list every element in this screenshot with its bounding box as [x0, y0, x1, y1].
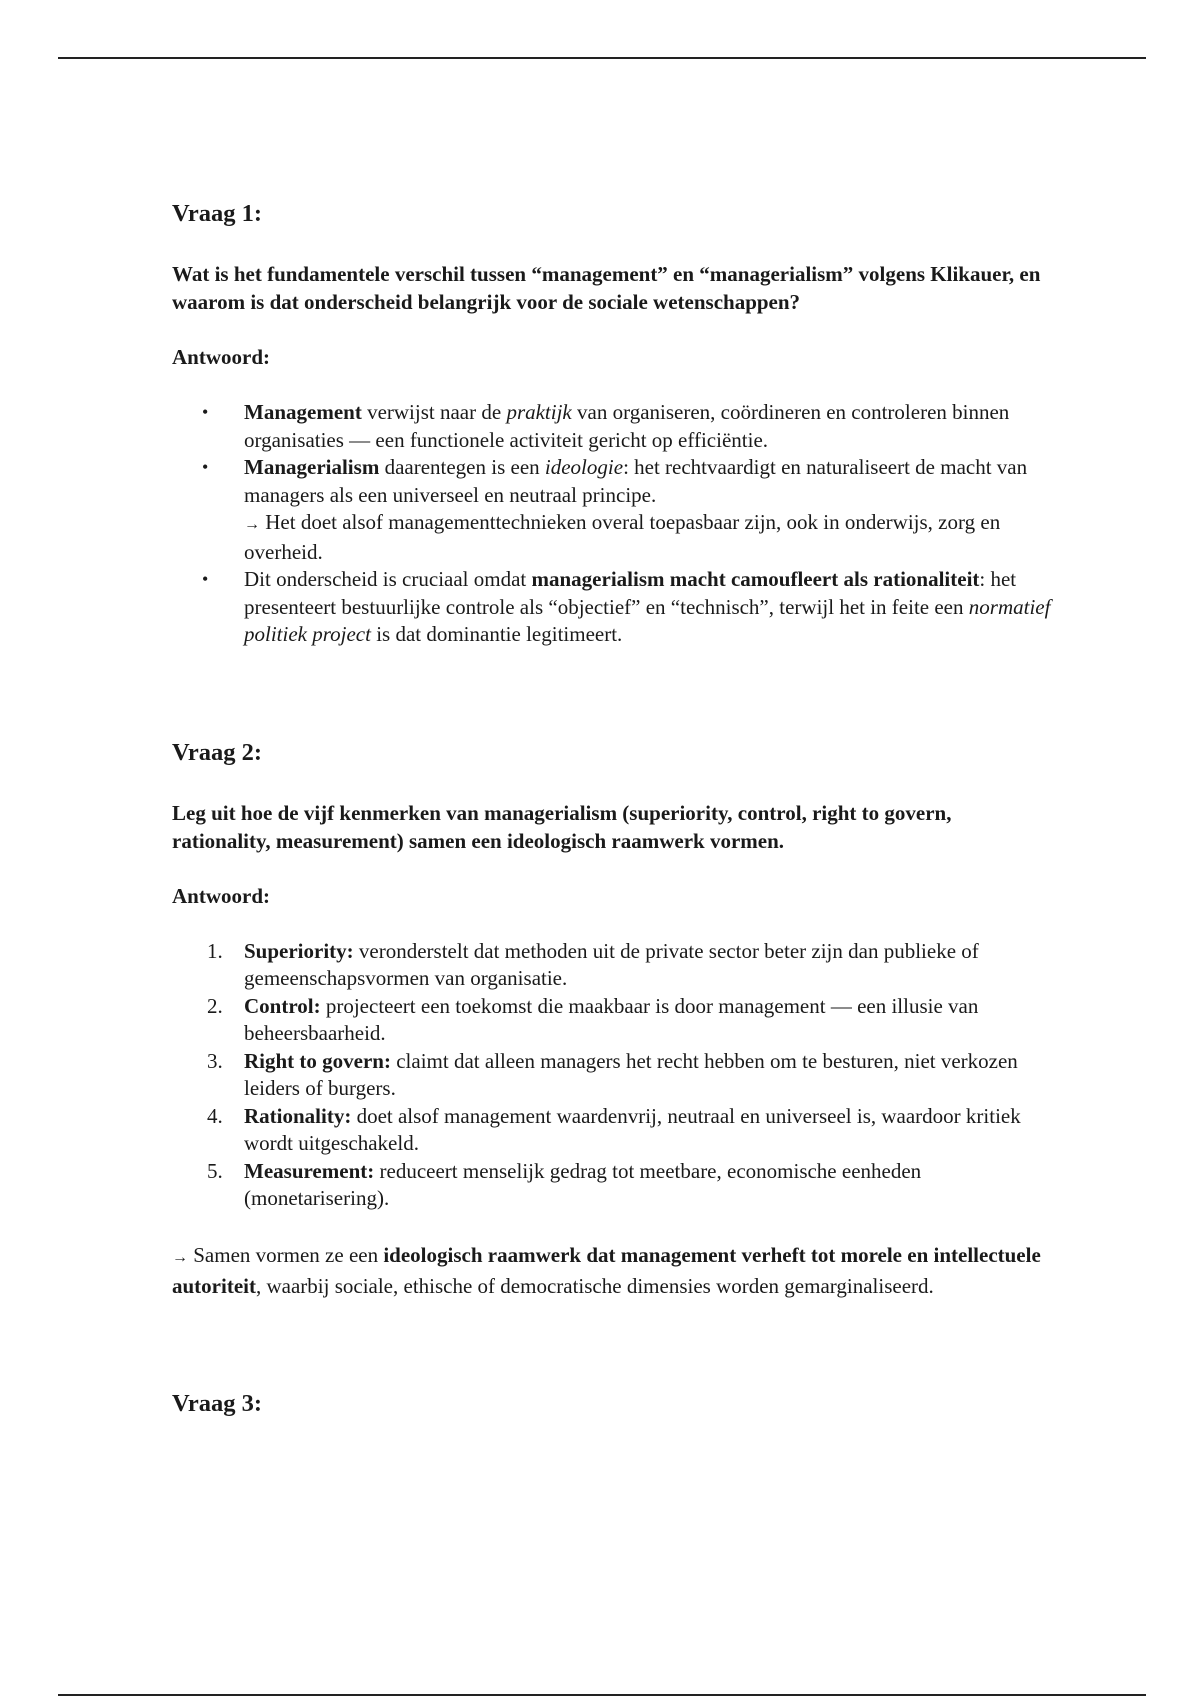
bullet-marker: •	[202, 402, 209, 422]
list-item: • Dit onderscheid is cruciaal omdat managerialism macht camoufleert als rationaliteit: het presenteert bestuurlijke controle als “objectief” en “technisch”, terwijl het in feite een normatief politiek project is dat dominantie legitimeert.	[202, 567, 1051, 646]
answer-2-conclusion: → Samen vormen ze een ideologisch raamwerk dat management verheft tot morele en intellectuele autoriteit, waarbij sociale, ethische of democratische dimensies worden gemarginaliseerd.	[172, 1242, 1041, 1298]
question-2-text: Leg uit hoe de vijf kenmerken van managerialism (superiority, control, right to govern, rationality, measurement) samen een ideologisch raamwerk vormen.	[172, 800, 952, 853]
list-item: 4. Rationality: doet alsof management waardenvrij, neutraal en universeel is, waardoor kritiek wordt uitgeschakeld.	[207, 1103, 1021, 1155]
document-body	[172, 196, 1052, 1422]
answer-1-list	[172, 399, 1052, 649]
arrow-icon: →	[244, 516, 260, 533]
list-item: • Management verwijst naar de praktijk van organiseren, coördineren en controleren binnen organisaties — een functionele activiteit gericht op efficiëntie.	[202, 400, 1010, 452]
question-1-text: Wat is het fundamentele verschil tussen “management” en “managerialism” volgens Klikauer, en waarom is dat onderscheid belangrijk voor de sociale wetenschappen?	[172, 262, 1041, 314]
list-item: 3. Right to govern: claimt dat alleen managers het recht hebben om te besturen, niet verkozen leiders of burgers.	[207, 1048, 1018, 1100]
bullet-marker: •	[202, 569, 209, 589]
arrow-icon: →	[172, 1248, 188, 1266]
list-item: 5. Measurement: reduceert menselijk gedrag tot meetbare, economische eenheden (monetarisering).	[207, 1158, 922, 1210]
list-item: 2. Control: projecteert een toekomst die maakbaar is door management — een illusie van beheersbaarheid.	[207, 993, 979, 1045]
question-3-heading: Vraag 3:	[172, 1389, 263, 1417]
answer-2-list	[172, 938, 1052, 1213]
bullet-marker: •	[202, 457, 209, 477]
list-item: • Managerialism daarentegen is een ideologie: het rechtvaardigt en naturaliseert de macht van managers als een universeel en neutraal principe. → Het doet alsof managementtechnieken overal toepasbaar zijn, ook in onderwijs, zorg en overheid.	[202, 455, 1028, 564]
term-management: Management	[244, 400, 362, 424]
question-1-heading: Vraag 1:	[172, 200, 263, 227]
top-rule	[58, 57, 1146, 59]
term-managerialism: Managerialism	[244, 455, 380, 479]
answer-1-label: Antwoord:	[172, 345, 270, 369]
answer-2-label: Antwoord:	[172, 883, 270, 908]
question-2-heading: Vraag 2:	[172, 738, 263, 766]
bottom-rule	[58, 1694, 1146, 1696]
list-item: 1. Superiority: veronderstelt dat methoden uit de private sector beter zijn dan publieke of gemeenschapsvormen van organisatie.	[207, 938, 979, 990]
